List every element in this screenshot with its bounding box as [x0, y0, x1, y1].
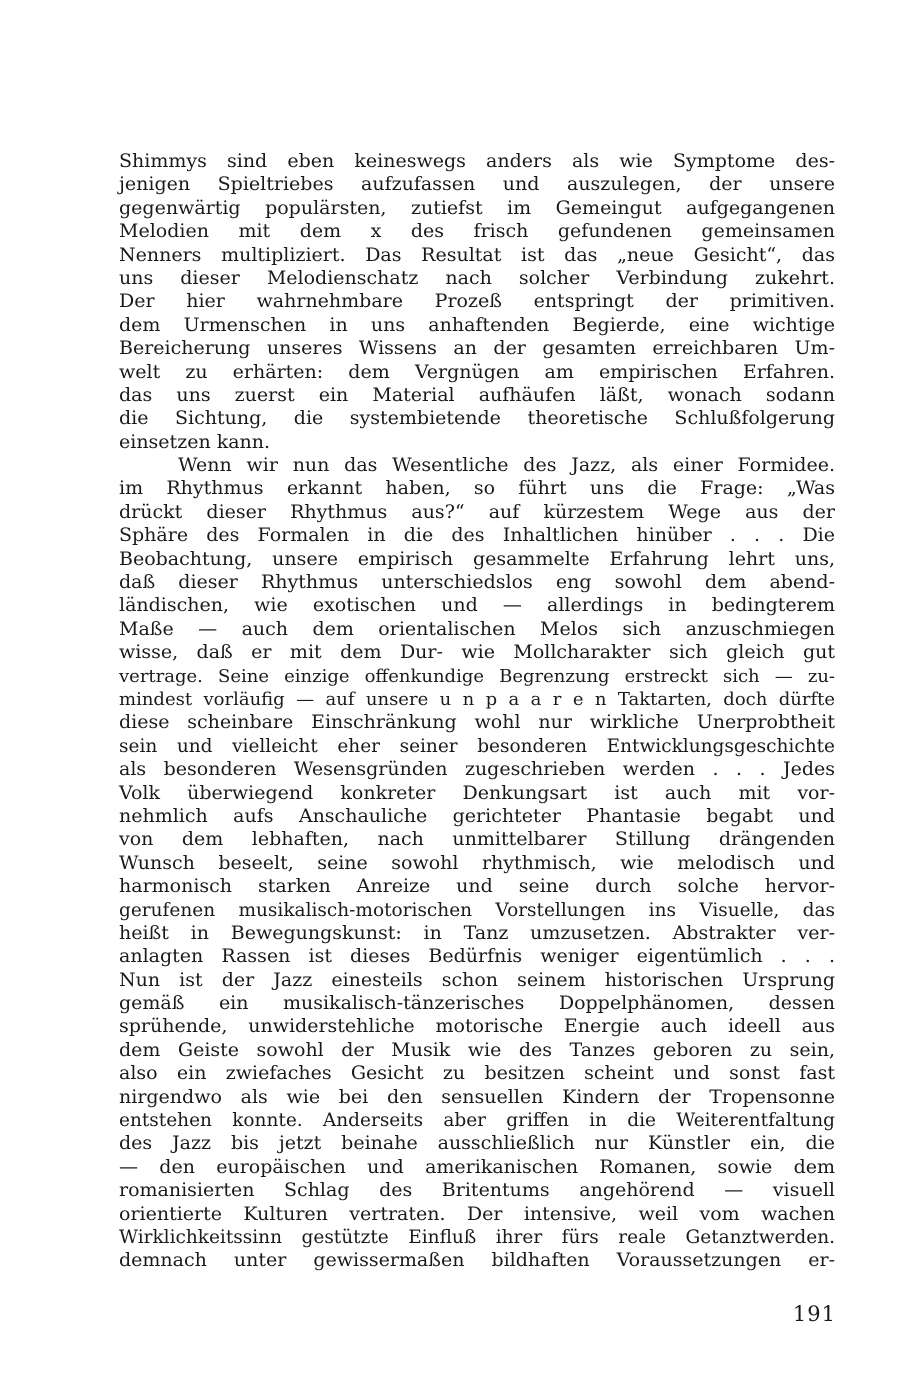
- text-line: des Jazz bis jetzt beinahe ausschließlich nur Künstler ein, die: [119, 1132, 835, 1155]
- text-line: vertrage. Seine einzige offenkundige Begrenzung erstreckt sich — zu-: [119, 665, 835, 687]
- text-line: anlagten Rassen ist dieses Bedürfnis weniger eigentümlich . . .: [119, 945, 835, 968]
- text-line: Shimmys sind eben keineswegs anders als wie Symptome des-: [119, 150, 835, 172]
- text-line: dem Urmenschen in uns anhaftenden Begierde, eine wichtige: [119, 313, 835, 336]
- text-line: welt zu erhärten: dem Vergnügen am empirischen Erfahren.: [119, 360, 835, 383]
- text-line: sprühende, unwiderstehliche motorische Energie auch ideell aus: [119, 1015, 835, 1038]
- text-line: romanisierten Schlag des Britentums angehörend — visuell: [119, 1179, 835, 1202]
- page-number: 191: [792, 1302, 836, 1326]
- text-line: Beobachtung, unsere empirisch gesammelte Erfahrung lehrt uns,: [119, 547, 835, 570]
- text-line: dem Geiste sowohl der Musik wie des Tanzes geboren zu sein,: [119, 1038, 835, 1061]
- text-line: von dem lebhaften, nach unmittelbarer Stillung drängenden: [119, 828, 835, 851]
- text-line: demnach unter gewissermaßen bildhaften Voraussetzungen er-: [119, 1249, 835, 1272]
- text-line: im Rhythmus erkannt haben, so führt uns die Frage: „Was: [119, 477, 835, 500]
- text-line: gemäß ein musikalisch-tänzerisches Doppelphänomen, dessen: [119, 992, 835, 1015]
- text-line: jenigen Spieltriebes aufzufassen und auszulegen, der unsere: [119, 173, 835, 196]
- text-line: entstehen konnte. Anderseits aber griffen in die Weiterentfaltung: [119, 1110, 835, 1132]
- text-line: Nenners multipliziert. Das Resultat ist das „neue Gesicht“, das: [119, 243, 835, 266]
- text-line: Wirklichkeitssinn gestützte Einfluß ihrer fürs reale Getanztwerden.: [119, 1226, 835, 1248]
- text-line: gegenwärtig populärsten, zutiefst im Gemeingut aufgegangenen: [119, 196, 835, 219]
- text-line: orientierte Kulturen vertraten. Der intensive, weil vom wachen: [119, 1202, 835, 1225]
- text-line: Der hier wahrnehmbare Prozeß entspringt der primitiven.: [119, 290, 835, 313]
- text-line: mindest vorläufig — auf unsere u n p a a r e n Taktarten, doch dürfte: [119, 688, 835, 710]
- text-line: nehmlich aufs Anschauliche gerichteter Phantasie begabt und: [119, 804, 835, 827]
- text-line: Volk überwiegend konkreter Denkungsart ist auch mit vor-: [119, 781, 835, 804]
- body-text: [119, 150, 835, 1273]
- text-line: Melodien mit dem x des frisch gefundenen gemeinsamen: [119, 220, 835, 243]
- text-line: wisse, daß er mit dem Dur- wie Mollcharakter sich gleich gut: [119, 641, 835, 664]
- text-line: als besonderen Wesensgründen zugeschrieben werden . . . Jedes: [119, 758, 835, 781]
- text-line: gerufenen musikalisch-motorischen Vorstellungen ins Visuelle, das: [119, 899, 835, 921]
- text-line: ländischen, wie exotischen und — allerdings in bedingterem: [119, 594, 835, 617]
- text-line: heißt in Bewegungskunst: in Tanz umzusetzen. Abstrakter ver-: [119, 921, 835, 944]
- text-line: sein und vielleicht eher seiner besonderen Entwicklungsgeschichte: [119, 735, 835, 757]
- text-line: Sphäre des Formalen in die des Inhaltlichen hinüber . . . Die: [119, 524, 835, 547]
- text-line: diese scheinbare Einschränkung wohl nur wirkliche Unerprobtheit: [119, 711, 835, 734]
- text-line: also ein zwiefaches Gesicht zu besitzen scheint und sonst fast: [119, 1062, 835, 1085]
- text-line: Maße — auch dem orientalischen Melos sich anzuschmiegen: [119, 617, 835, 640]
- text-line: Wunsch beseelt, seine sowohl rhythmisch, wie melodisch und: [119, 851, 835, 874]
- text-line: — den europäischen und amerikanischen Romanen, sowie dem: [119, 1155, 835, 1178]
- text-line: harmonisch starken Anreize und seine durch solche hervor-: [119, 875, 835, 898]
- text-line: das uns zuerst ein Material aufhäufen läßt, wonach sodann: [119, 383, 835, 406]
- text-line: Nun ist der Jazz einesteils schon seinem historischen Ursprung: [119, 968, 835, 991]
- text-line: die Sichtung, die systembietende theoretische Schlußfolgerung: [119, 407, 835, 430]
- text-line: uns dieser Melodienschatz nach solcher Verbindung zukehrt.: [119, 266, 835, 289]
- text-line: daß dieser Rhythmus unterschiedslos eng sowohl dem abend-: [119, 571, 835, 594]
- text-line: Bereicherung unseres Wissens an der gesamten erreichbaren Um-: [119, 337, 835, 360]
- text-line: drückt dieser Rhythmus aus?“ auf kürzestem Wege aus der: [119, 500, 835, 523]
- text-line: Wenn wir nun das Wesentliche des Jazz, als einer Formidee.: [119, 454, 835, 477]
- text-line: nirgendwo als wie bei den sensuellen Kindern der Tropensonne: [119, 1085, 835, 1108]
- text-line: einsetzen kann.: [119, 430, 271, 453]
